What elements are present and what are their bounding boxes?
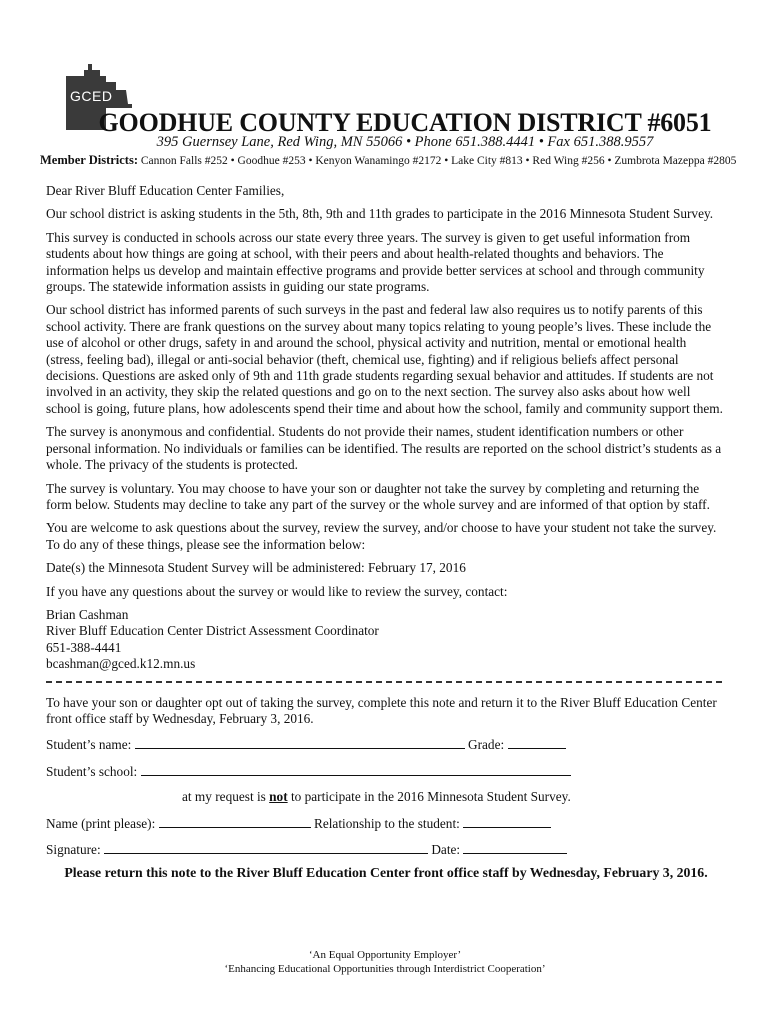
relationship-label: Relationship to the student: [313,815,460,831]
date-label: Date: [431,842,461,857]
footer [0,948,770,976]
grade-label: Grade: [467,737,505,753]
student-name-field[interactable] [135,736,465,749]
paragraph-2: This survey is conducted in schools across our state every three years. The survey is given to get useful information from students about how things are going at school, with their peers and about health-related thoughts and behaviors. The information helps us develop and maintain effective programs and provide better services at school and through community groups. The statewide information assists in guiding our state programs. [46,229,705,295]
member-districts-label: Member Districts: [40,153,138,167]
student-name-label: Student’s name: [46,737,132,753]
letter-body [46,183,726,889]
parent-name-row [46,815,726,832]
paragraph-4: The survey is anonymous and confidential. Students do not provide their names, student identification numbers or other personal information. No individuals or families can be identified. The results are reported on the school district’s students as a whole. The privacy of the students is protected. [46,424,722,473]
date-field[interactable] [463,841,567,854]
relationship-field[interactable] [463,815,551,828]
contact-role: River Bluff Education Center District Assessment Coordinator [46,623,379,639]
contact-phone: 651-388-4441 [46,639,122,655]
page-title: GOODHUE COUNTY EDUCATION DISTRICT #6051 [98,108,712,137]
contact-email[interactable]: bcashman@gced.k12.mn.us [46,656,196,672]
request-text-pre: at my request is [182,789,266,805]
request-not: not [269,789,288,805]
student-school-field[interactable] [141,763,571,776]
contact-block [46,607,726,673]
survey-date: Date(s) the Minnesota Student Survey will be administered: February 17, 2016 [46,560,466,576]
name-print-field[interactable] [159,815,311,828]
footer-line-2: ‘Enhancing Educational Opportunities through Interdistrict Cooperation’ [224,963,546,975]
greeting: Dear River Bluff Education Center Families, [46,183,285,198]
student-school-row [46,763,726,780]
paragraph-3: Our school district has informed parents of such surveys in the past and federal law also requires us to notify parents of this school activity. There are frank questions on the survey about many topics relating to young people’s lives. These include the use of alcohol or other drugs, safety in and around the school, physical activity and nutrition, mental or emotional health (stress, feeling bad), illegal or anti-social behavior (theft, chemical use, fighting) and if religious beliefs affect personal decisions. Questions are asked only of 9th and 11th grade students regarding sexual behavior and attitudes. If students are not involved in an activity, they skip the related questions and go on to the next section. The survey also asks about how well school is going, future plans, how adolescents spend their time and about how the school, family and community support them. [46,302,723,416]
logo-text: GCED [70,88,113,104]
paragraph-6: You are welcome to ask questions about the survey, review the survey, and/or choose to have your student not take the survey. To do any of these things, please see the information below: [46,520,717,552]
contact-intro: If you have any questions about the survey or would like to review the survey, contact: [46,583,508,599]
student-school-label: Student’s school: [46,763,138,779]
name-print-label: Name (print please): [46,815,156,831]
member-districts-list: Cannon Falls #252 • Goodhue #253 • Kenyon Wanamingo #2172 • Lake City #813 • Red Wing #256 • Zumbrota Mazeppa #2805 [140,155,737,167]
form-intro: To have your son or daughter opt out of taking the survey, complete this note and return it to the River Bluff Education Center front office staff by Wednesday, February 3, 2016. [46,694,717,726]
return-note: Please return this note to the River Bluff Education Center front office staff by Wednesday, February 3, 2016. [64,865,708,881]
cut-line-divider [46,681,722,683]
paragraph-5: The survey is voluntary. You may choose to have your son or daughter not take the survey by completing and returning the form below. Students may decline to take any part of the survey or the whole survey and are informed of that option by staff. [46,480,710,512]
district-address: 395 Guernsey Lane, Red Wing, MN 55066 • Phone 651.388.4441 • Fax 651.388.9557 [156,134,654,150]
request-row [46,789,726,805]
signature-field[interactable] [104,841,428,854]
request-text-post: to participate in the 2016 Minnesota Student Survey. [290,789,571,805]
paragraph-1: Our school district is asking students in the 5th, 8th, 9th and 11th grades to participate in the 2016 Minnesota Student Survey. [46,206,714,222]
footer-line-1: ‘An Equal Opportunity Employer’ [308,949,462,961]
grade-field[interactable] [508,736,566,749]
member-districts [40,153,752,168]
student-name-row [46,736,726,753]
signature-row [46,841,726,858]
signature-label: Signature: [46,842,101,857]
contact-name: Brian Cashman [46,606,129,622]
